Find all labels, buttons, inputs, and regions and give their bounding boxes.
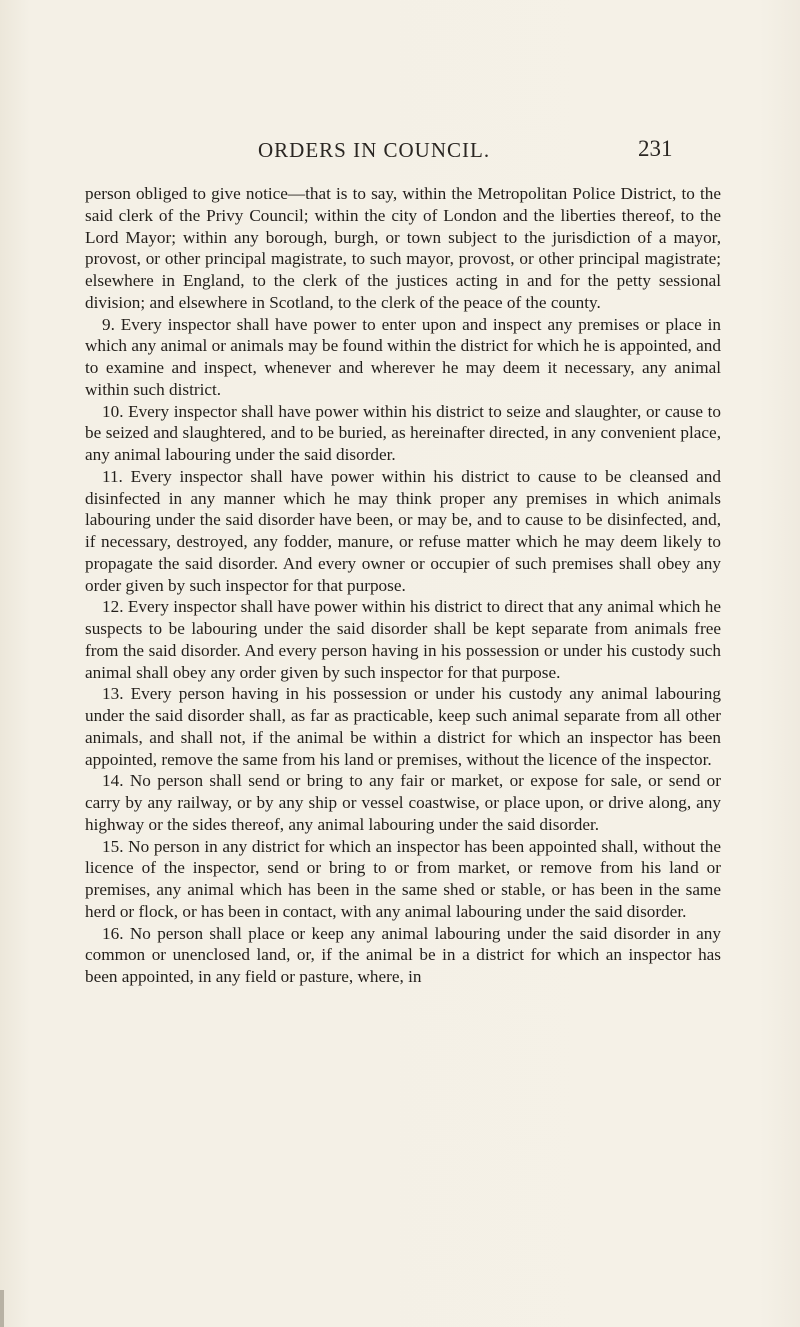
paragraph-13: 13. Every person having in his possession or under his custody any animal labouring under the said disorder shall, as far as practicable, keep such animal separate from all other animals, and shall not, if the animal be within a district for which an inspector has been appointed, remove the same from his land or premises, without the licence of the inspector. bbox=[85, 684, 721, 769]
paragraph-16: 16. No person shall place or keep any animal labouring under the said disorder in any common or unenclosed land, or, if the animal be in a district for which an inspector has been appointed, in any field or pasture, where, in bbox=[85, 923, 721, 986]
paragraph-10: 10. Every inspector shall have power within his district to seize and slaughter, or cause to be seized and slaughtered, and to be buried, as hereinafter directed, in any convenient place, any animal labouring under the said disorder. bbox=[85, 401, 721, 464]
page-number: 231 bbox=[638, 136, 673, 161]
paragraph-12: 12. Every inspector shall have power within his district to direct that any animal which he suspects to be labouring under the said disorder shall be kept separate from animals free from the said disorder. And every person having in his possession or under his custody such animal shall obey any order given by such inspector for that purpose. bbox=[85, 597, 721, 682]
paragraph-11: 11. Every inspector shall have power within his district to cause to be cleansed and disinfected in any manner which he may think proper any premises in which animals labouring under the said disorder have been, or may be, and to cause to be disinfected, and, if necessary, destroyed, any fodder, manure, or refuse matter which he may deem likely to propagate the said disorder. And every owner or occupier of such premises shall obey any order given by such inspector for that purpose. bbox=[85, 466, 721, 595]
paragraph-9: 9. Every inspector shall have power to enter upon and inspect any premises or place in which any animal or animals may be found within the district for which he is appointed, and to examine and inspect, whenever and wherever he may deem it necessary, any animal within such district. bbox=[85, 314, 721, 399]
paragraph-continuation: person obliged to give notice—that is to say, within the Metropolitan Police District, to the said clerk of the Privy Council; within the city of London and the liberties thereof, to the Lord Mayor; within any borough, burgh, or town subject to the jurisdiction of a mayor, provost, or other principal magistrate, to such mayor, provost, or other principal magistrate; elsewhere in England, to the clerk of the justices acting in and for the petty sessional division; and elsewhere in Scotland, to the clerk of the peace of the county. bbox=[85, 184, 721, 312]
paragraph-15: 15. No person in any district for which an inspector has been appointed shall, without the licence of the inspector, send or bring to or from market, or remove from his land or premises, any animal which has been in the same shed or stable, or has been in the same herd or flock, or has been in contact, with any animal labouring under the said disorder. bbox=[85, 836, 721, 921]
paragraph-14: 14. No person shall send or bring to any fair or market, or expose for sale, or send or carry by any railway, or by any ship or vessel coastwise, or place upon, or drive along, any highway or the sides thereof, any animal labouring under the said disorder. bbox=[85, 771, 721, 834]
running-title: ORDERS IN COUNCIL. bbox=[258, 138, 491, 162]
body-text bbox=[85, 183, 721, 988]
running-head bbox=[0, 138, 800, 166]
page-edge-mark bbox=[0, 1290, 4, 1327]
